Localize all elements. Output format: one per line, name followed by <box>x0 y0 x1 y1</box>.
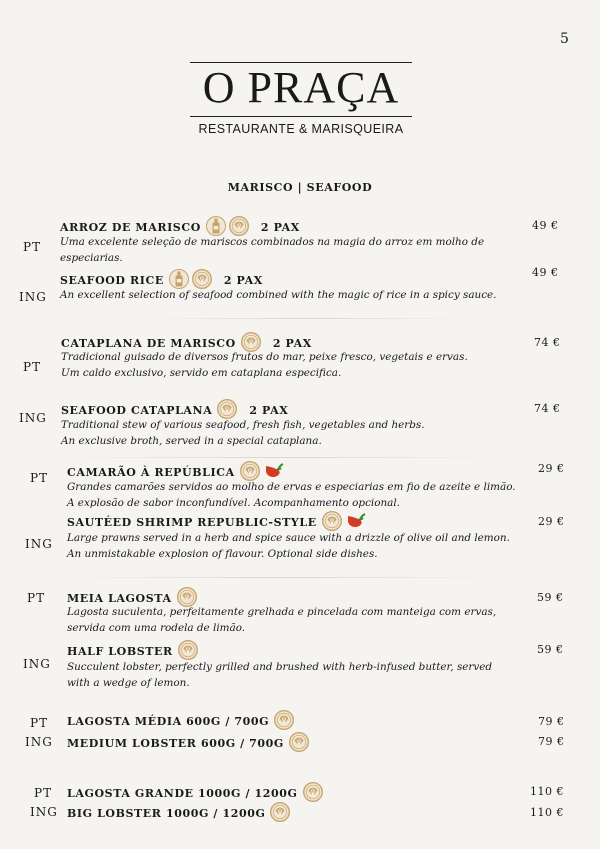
item-name-text: MEDIUM LOBSTER 600G / 700G <box>67 737 284 750</box>
item-description-line: Uma excelente seleção de mariscos combinados na magia do arroz em molho de <box>60 236 485 248</box>
divider <box>60 577 500 578</box>
brand-name: O PRAÇA <box>202 63 400 112</box>
item-icons <box>274 710 294 733</box>
item-description <box>60 288 496 304</box>
shell-icon <box>274 710 294 733</box>
lang-label-ing: ING <box>23 657 51 671</box>
lang-label-ing: ING <box>25 735 53 749</box>
item-price: 59 € <box>537 591 564 604</box>
item-description-line: A explosão de sabor inconfundível. Acompanhamento opcional. <box>67 496 400 509</box>
item-name-text: SEAFOOD RICE <box>60 274 164 287</box>
item-icons <box>270 802 290 825</box>
page-number: 5 <box>560 31 569 47</box>
item-name-text: LAGOSTA GRANDE 1000G / 1200G <box>67 787 298 800</box>
item-description-line: Lagosta suculenta, perfeitamente grelhada e pincelada com manteiga com ervas, <box>67 606 497 618</box>
item-description-line: especiarias. <box>60 251 123 264</box>
item-description-line: with a wedge of lemon. <box>67 676 190 689</box>
item-price: 79 € <box>538 715 565 728</box>
item-pax: 2 PAX <box>272 337 312 350</box>
item-description-line: An exclusive broth, served in a special cataplana. <box>61 434 322 447</box>
item-icons <box>289 732 309 755</box>
brand-bottom-rule <box>190 116 412 117</box>
item-description <box>67 480 516 511</box>
item-description-line: Large prawns served in a herb and spice sauce with a drizzle of olive oil and lemon. <box>67 532 510 544</box>
item-description-line: Succulent lobster, perfectly grilled and brushed with herb-infused butter, served <box>67 661 493 673</box>
divider <box>140 318 470 319</box>
lang-label-pt: PT <box>23 360 42 374</box>
lang-label-pt: PT <box>30 716 49 730</box>
divider <box>60 457 500 458</box>
item-description-line: An excellent selection of seafood combined with the magic of rice in a spicy sauce. <box>60 289 497 301</box>
item-icons <box>303 782 323 805</box>
item-price: 110 € <box>530 806 564 819</box>
item-price: 29 € <box>538 462 565 475</box>
item-name <box>67 802 290 825</box>
item-description <box>60 235 484 266</box>
item-price: 29 € <box>538 515 565 528</box>
item-description <box>67 531 510 562</box>
item-description <box>61 418 425 449</box>
item-description-line: servida com uma rodela de limão. <box>67 621 246 634</box>
item-price: 74 € <box>534 336 561 349</box>
item-description <box>67 605 496 636</box>
item-name-text: SAUTÉED SHRIMP REPUBLIC-STYLE <box>67 516 317 529</box>
item-pax: 2 PAX <box>223 274 263 287</box>
item-name-text: CATAPLANA DE MARISCO <box>61 337 236 350</box>
chili-icon <box>345 512 367 533</box>
shell-icon <box>303 782 323 805</box>
item-name-text: ARROZ DE MARISCO <box>60 221 201 234</box>
item-name-text: CAMARÃO À REPÚBLICA <box>67 466 235 479</box>
item-price: 74 € <box>534 402 561 415</box>
item-name-text: HALF LOBSTER <box>67 645 173 658</box>
item-pax: 2 PAX <box>260 221 300 234</box>
item-name <box>67 710 294 733</box>
lang-label-ing: ING <box>19 411 47 425</box>
item-description-line: An unmistakable explosion of flavour. Optional side dishes. <box>67 547 378 560</box>
lang-label-ing: ING <box>30 805 58 819</box>
lang-label-pt: PT <box>23 240 42 254</box>
item-price: 110 € <box>530 785 564 798</box>
item-pax: 2 PAX <box>249 404 289 417</box>
item-name-text: SEAFOOD CATAPLANA <box>61 404 213 417</box>
item-name-text: MEIA LAGOSTA <box>67 592 172 605</box>
section-title: MARISCO | SEAFOOD <box>227 181 373 194</box>
item-description-line: Tradicional guisado de diversos frutos do mar, peixe fresco, vegetais e ervas. <box>61 351 468 363</box>
lang-label-ing: ING <box>19 290 47 304</box>
shell-icon <box>289 732 309 755</box>
lang-label-pt: PT <box>34 786 53 800</box>
lang-label-pt: PT <box>27 591 46 605</box>
item-price: 49 € <box>532 266 559 279</box>
item-description <box>67 660 492 691</box>
item-name-text: LAGOSTA MÉDIA 600G / 700G <box>67 715 270 728</box>
lang-label-pt: PT <box>30 471 49 485</box>
item-description-line: Traditional stew of various seafood, fresh fish, vegetables and herbs. <box>61 419 425 431</box>
item-price: 79 € <box>538 735 565 748</box>
item-description <box>61 350 468 381</box>
item-description-line: Grandes camarões servidos ao molho de ervas e especiarias em fio de azeite e limão. <box>67 481 516 493</box>
item-price: 49 € <box>532 219 559 232</box>
item-price: 59 € <box>537 643 564 656</box>
brand-subtitle: RESTAURANTE & MARISQUEIRA <box>198 122 404 136</box>
item-name-text: BIG LOBSTER 1000G / 1200G <box>67 807 266 820</box>
shell-icon <box>270 802 290 825</box>
item-description-line: Um caldo exclusivo, servido em cataplana especifica. <box>61 366 342 379</box>
item-name <box>67 732 309 755</box>
lang-label-ing: ING <box>25 537 53 551</box>
